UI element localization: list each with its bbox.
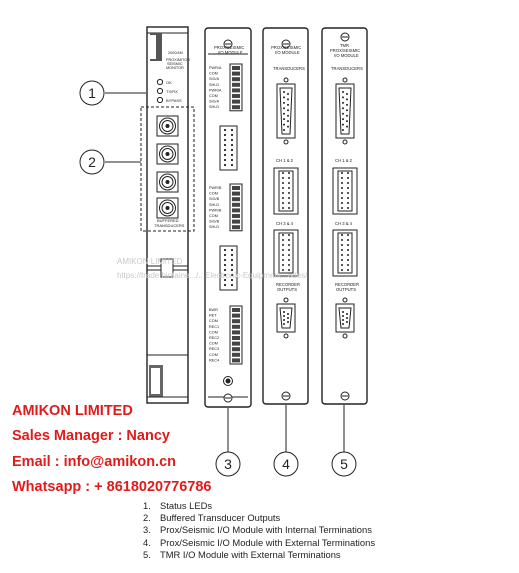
pin-label: SHLD: [209, 202, 220, 207]
pin-label: PWR/B: [209, 208, 222, 213]
transducers-label: TRANSDUCERS: [331, 66, 363, 71]
monitor-top-label: 2000/4M: [168, 51, 183, 55]
ch12-label: CH 1 & 2: [335, 158, 352, 163]
legend-item: 1. Status LEDs: [143, 500, 213, 511]
bnc-connector-icon: [157, 172, 178, 192]
pin-label: SIG/A: [209, 77, 220, 82]
module3-subtitle: I/O MODULE: [218, 50, 243, 55]
whatsapp: Whatsapp : + 8618020776786: [12, 479, 212, 495]
module5-tmr: TMR: [340, 43, 350, 48]
ch34-label: CH 3 & 4: [335, 221, 352, 226]
ch12-label: CH 1 & 2: [276, 158, 293, 163]
transducers-label: TRANSDUCERS: [154, 223, 185, 228]
sales-manager: Sales Manager : Nancy: [12, 428, 170, 444]
pin-label: PWR/A: [209, 66, 222, 70]
buffered-label: BUFFERED: [157, 218, 179, 223]
terminal-connector-icon: [274, 230, 298, 276]
pin-label: PWR/B: [209, 186, 222, 190]
recorder-label: RECORDER: [276, 282, 300, 287]
terminal-block-icon: [230, 306, 242, 364]
recorder-label: RECORDER: [335, 282, 359, 287]
terminal-block-icon: [230, 64, 242, 111]
module5-title: PROX/SEISMIC: [330, 48, 361, 53]
legend-item: 5. TMR I/O Module with External Terminations: [143, 548, 341, 560]
status-leds: [157, 79, 162, 102]
led-label-bypass: BYPASS: [166, 98, 182, 103]
email: Email : info@amikon.cn: [12, 454, 176, 470]
pin-label: REC4: [209, 358, 220, 363]
pin-label: BWR: [209, 308, 218, 312]
monitor-top-label: PROXIMITOR: [166, 58, 190, 62]
legend-item: 3. Prox/Seismic I/O Module with Internal Terminations: [143, 524, 372, 536]
pin-label: PWR/A: [209, 88, 222, 93]
module4-title: PROX/SEISMIC: [271, 45, 302, 50]
ribbon-connector-icon: [220, 246, 237, 290]
module5-subtitle: I/O MODULE: [334, 53, 359, 58]
dsub-connector-icon: [277, 298, 295, 338]
screw-icon: [341, 392, 349, 400]
watermark-line: AMIKON LIMITED: [117, 257, 183, 266]
terminal-block-icon: [230, 184, 242, 231]
ribbon-connector-icon: [220, 126, 237, 170]
watermark-line: https://trade.bintaine.../...Electronic-Equipment...odes/: [117, 271, 308, 280]
pin-label: COM: [209, 330, 218, 335]
callout-4: [274, 405, 298, 476]
screw-icon: [224, 394, 232, 402]
dsub-connectors: [274, 78, 357, 338]
pin-label: COM: [209, 94, 218, 98]
pin-label: COM: [209, 191, 218, 196]
dsub-connector-icon: [277, 78, 295, 144]
callout-number: 5: [340, 456, 348, 472]
pin-label: SIG/B: [209, 219, 220, 224]
pin-label: COM: [209, 319, 218, 324]
legend-item: 4. Prox/Seismic I/O Module with External Terminations: [143, 536, 376, 548]
terminal-connector-icon: [274, 168, 298, 214]
bnc-connector-icon: [157, 116, 178, 136]
pin-label: SIG/A: [209, 99, 220, 104]
pin-label: SHLD: [209, 225, 220, 230]
monitor-top-label: MONITOR: [166, 66, 184, 70]
pin-label: SHLD: [209, 105, 220, 110]
led-label-txrx: TX/RX: [166, 89, 178, 94]
led-label-ok: OK: [166, 80, 172, 85]
pin-label: COM: [209, 71, 218, 76]
terminal-connector-icon: [333, 230, 357, 276]
dsub-connector-icon: [336, 298, 354, 338]
legend-item: 2. Buffered Transducer Outputs: [143, 512, 281, 524]
pin-label: SHLD: [209, 82, 220, 87]
ground-lug-icon: [224, 377, 233, 386]
module4-subtitle: I/O MODULE: [275, 50, 300, 55]
transducers-label: TRANSDUCERS: [273, 66, 305, 71]
outputs-label: OUTPUTS: [277, 287, 298, 292]
callout-number: 4: [282, 456, 290, 472]
terminal-connector-icon: [333, 168, 357, 214]
monitor-top-label: SEISMIC: [167, 62, 183, 66]
pin-label: REC2: [209, 336, 220, 340]
bnc-connector-icon: [157, 198, 178, 218]
pin-label: SIG/B: [209, 197, 220, 202]
dsub-connector-icon: [336, 78, 354, 144]
legend-list: [143, 500, 375, 561]
ch34-label: CH 3 & 4: [276, 221, 293, 226]
callout-3: [216, 408, 240, 476]
callout-5: [332, 405, 356, 476]
outputs-label: OUTPUTS: [336, 287, 357, 292]
callout-number: 3: [224, 456, 232, 472]
module3-title: PROX/SEISMIC: [214, 45, 245, 50]
pin-label: REC1: [209, 324, 220, 329]
bnc-connector-icon: [157, 144, 178, 164]
pin-label: RET: [209, 313, 217, 318]
callout-number: 1: [88, 85, 96, 101]
pin-label: COM: [209, 341, 218, 346]
callout-2: [80, 150, 141, 174]
screw-icon: [282, 392, 290, 400]
pin-label: REC3: [209, 347, 220, 352]
pin-label: COM: [209, 352, 218, 357]
callout-1: [80, 81, 146, 105]
callout-number: 2: [88, 154, 96, 170]
pin-label: COM: [209, 214, 218, 218]
company-name: AMIKON LIMITED: [12, 403, 133, 419]
screw-icon: [341, 33, 349, 41]
